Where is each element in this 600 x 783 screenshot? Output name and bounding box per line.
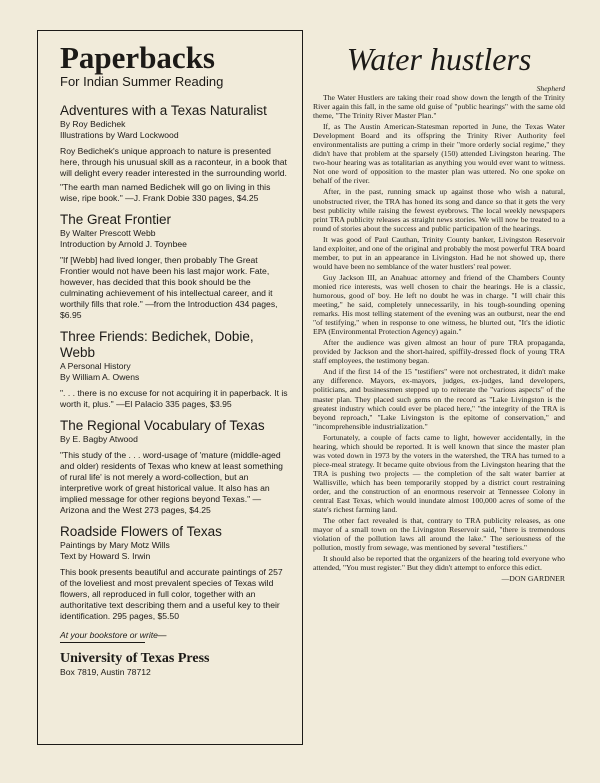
article-paragraph: The Water Hustlers are taking their road show down the length of the Trinity River again this fall, in the same old guise of "public hearings" with the same old theme, "The Trinity River Master Plan." <box>313 93 565 121</box>
article <box>313 40 565 583</box>
book-quote: "The earth man named Bedichek will go on living in this wise, ripe book." —J. Frank Dobie 330 pages, $4.25 <box>60 182 271 203</box>
book-title: Roadside Flowers of Texas <box>60 524 222 539</box>
article-paragraph: After the audience was given almost an hour of pure TRA propaganda, provided by Jackson and the short-haired, spiffily-dressed flock of young TRA staff employees, the testimony began. <box>313 338 565 366</box>
book-author: By William A. Owens <box>60 372 140 382</box>
article-paragraph: And if the first 14 of the 15 "testifiers" were not orchestrated, it didn't make any difference. Mayors, ex-mayors, judges, ex-judges, land developers, politicians, and businessmen stepped up to reiterate the "various aspects" of the master plan. They placed such gems on the record as "Lake Livingston is the greatest industry which could ever be placed here," "the integrity of the TRA is beyond reproach," "Lake Livingston is the epitome of conservation," and "incomprehensible industrialization." <box>313 367 565 431</box>
book-entry <box>60 329 288 410</box>
ad-subtitle: For Indian Summer Reading <box>60 74 224 89</box>
article-paragraph: Fortunately, a couple of facts came to light, however accidentally, in the hearing, which should be reported. It is well known that since the master plan was voted down in 1973 by the voters in the watershed, the TRA has turned to a piece-meal strategy. It became quite obvious from the Livingston hearing that the TRA is pushing two projects — the completion of the salt water barrier at Wallisville, which has been temporarily stopped by a district court restraining order, and the construction of an enormous reservoir at Tennessee Colony in central East Texas, which would inundate almost 100,000 acres of some of the state's richest farming land. <box>313 432 565 515</box>
book-credit: Illustrations by Ward Lockwood <box>60 130 179 140</box>
article-signature: —DON GARDNER <box>501 574 565 584</box>
book-title: Adventures with a Texas Naturalist <box>60 103 267 118</box>
divider <box>60 642 145 643</box>
book-blurb: "This study of the . . . word-usage of 'mature (middle-aged and older) residents of Texas who knew at least something of rural life' is not merely a word-collection, but an interpretive work of great historical value. It also has an implied message for other regions beyond Texas." —Arizona and the West 273 pages, $4.25 <box>60 450 283 515</box>
book-title: The Great Frontier <box>60 212 172 227</box>
book-entry <box>60 212 288 321</box>
article-byline: Shepherd <box>536 84 565 93</box>
article-body <box>313 93 565 572</box>
publisher-address: Box 7819, Austin 78712 <box>60 667 151 677</box>
article-paragraph: Guy Jackson III, an Anahuac attorney and friend of the Chambers County monied rice interests, was well chosen to chair the hearings. He is a classic, humorous, good ol' boy. He left no doubt he was in charge. "I will chair this meeting," he said, completely unnecessarily, in his tough-sounding opening remarks. His most telling statement of the evening was an outburst, near the end "of testifying," when in response to one witness, he blurted out, "It's the idiotic EPA (Environmental Protection Agency) again." <box>313 272 565 337</box>
book-blurb: Roy Bedichek's unique approach to nature is presented here, through his unusual skill as a raconteur, in a book that will delight every reader interested in the surrounding world. <box>60 146 287 178</box>
paperbacks-ad <box>37 30 303 745</box>
ad-title: Paperbacks <box>60 40 215 75</box>
book-author: By Roy Bedichek <box>60 119 126 129</box>
article-paragraph: It should also be reported that the organizers of the hearing told everyone who attended, "You must register." But they didn't attempt to enforce this edict. <box>313 554 565 573</box>
publisher-name: University of Texas Press <box>60 651 210 666</box>
book-author: By Walter Prescott Webb <box>60 228 156 238</box>
book-title: The Regional Vocabulary of Texas <box>60 418 265 433</box>
book-entry <box>60 524 288 622</box>
book-credit: Introduction by Arnold J. Toynbee <box>60 239 187 249</box>
article-paragraph: The other fact revealed is that, contrary to TRA publicity releases, as one mayor of a small town on the Livingston Reservoir said, "there is tremendous violation of the pollution laws all around the lake." The seriousness of the pollution, mostly from sewage, was mentioned by several "testifiers." <box>313 516 565 553</box>
bookstore-note: At your bookstore or write— <box>60 630 167 640</box>
article-paragraph: It was good of Paul Cauthan, Trinity County banker, Livingston Reservoir land exploiter, and one of the original and probably the most powerful TRA board member, to put in an appearance in Livingston. Had he not showed up, there would have been no semblance of the water hustlers' real power. <box>313 234 565 271</box>
article-paragraph: If, as The Austin American-Statesman reported in June, the Texas Water Development Board and its offspring the Trinity River Authority feel environmentalists are putting a crimp in their "more orderly social regime," they didn't have that problem at the sparsely (150) attended Livingston hearing. The two-hour hearing was as totalitarian as anything you would ever want to witness. Not one word of opposition to the master plan was uttered. No one spoke on behalf of the river. <box>313 122 565 186</box>
book-illustrator: Paintings by Mary Motz Wills <box>60 540 170 550</box>
book-blurb: This book presents beautiful and accurate paintings of 257 of the loveliest and most prevalent species of Texas wild flowers, all reproduced in full color, together with an authoritative text describing them and a useful key to their identification. 295 pages, $5.50 <box>60 567 283 621</box>
book-subtitle: A Personal History <box>60 361 131 371</box>
book-author: By E. Bagby Atwood <box>60 434 138 444</box>
article-title: Water hustlers <box>346 41 532 77</box>
book-entry <box>60 418 288 516</box>
book-author: Text by Howard S. Irwin <box>60 551 151 561</box>
article-paragraph: After, in the past, running smack up against those who wish a natural, unobstructed river, the TRA has honed its song and dance so that it gets the very best publicity while raising the fewest eyebrows. The local weekly newspapers print TRA publicity releases as straight news stories. We will now be treated to a round of stories about the success and public participation of the hearings. <box>313 187 565 233</box>
book-entry <box>60 103 288 204</box>
book-blurb: ". . . there is no excuse for not acquiring it in paperback. It is worth it, plus." —El Palacio 335 pages, $3.95 <box>60 388 288 409</box>
book-blurb: "If [Webb] had lived longer, then probably The Great Frontier would not have been his last major work. Fate, however, has decided that this book should be the culminating achievement of his intellectual career, and it worthily fills that role." —from the Introduction 434 pages, $6.95 <box>60 255 278 320</box>
book-title: Three Friends: Bedichek, Dobie, Webb <box>60 329 254 360</box>
